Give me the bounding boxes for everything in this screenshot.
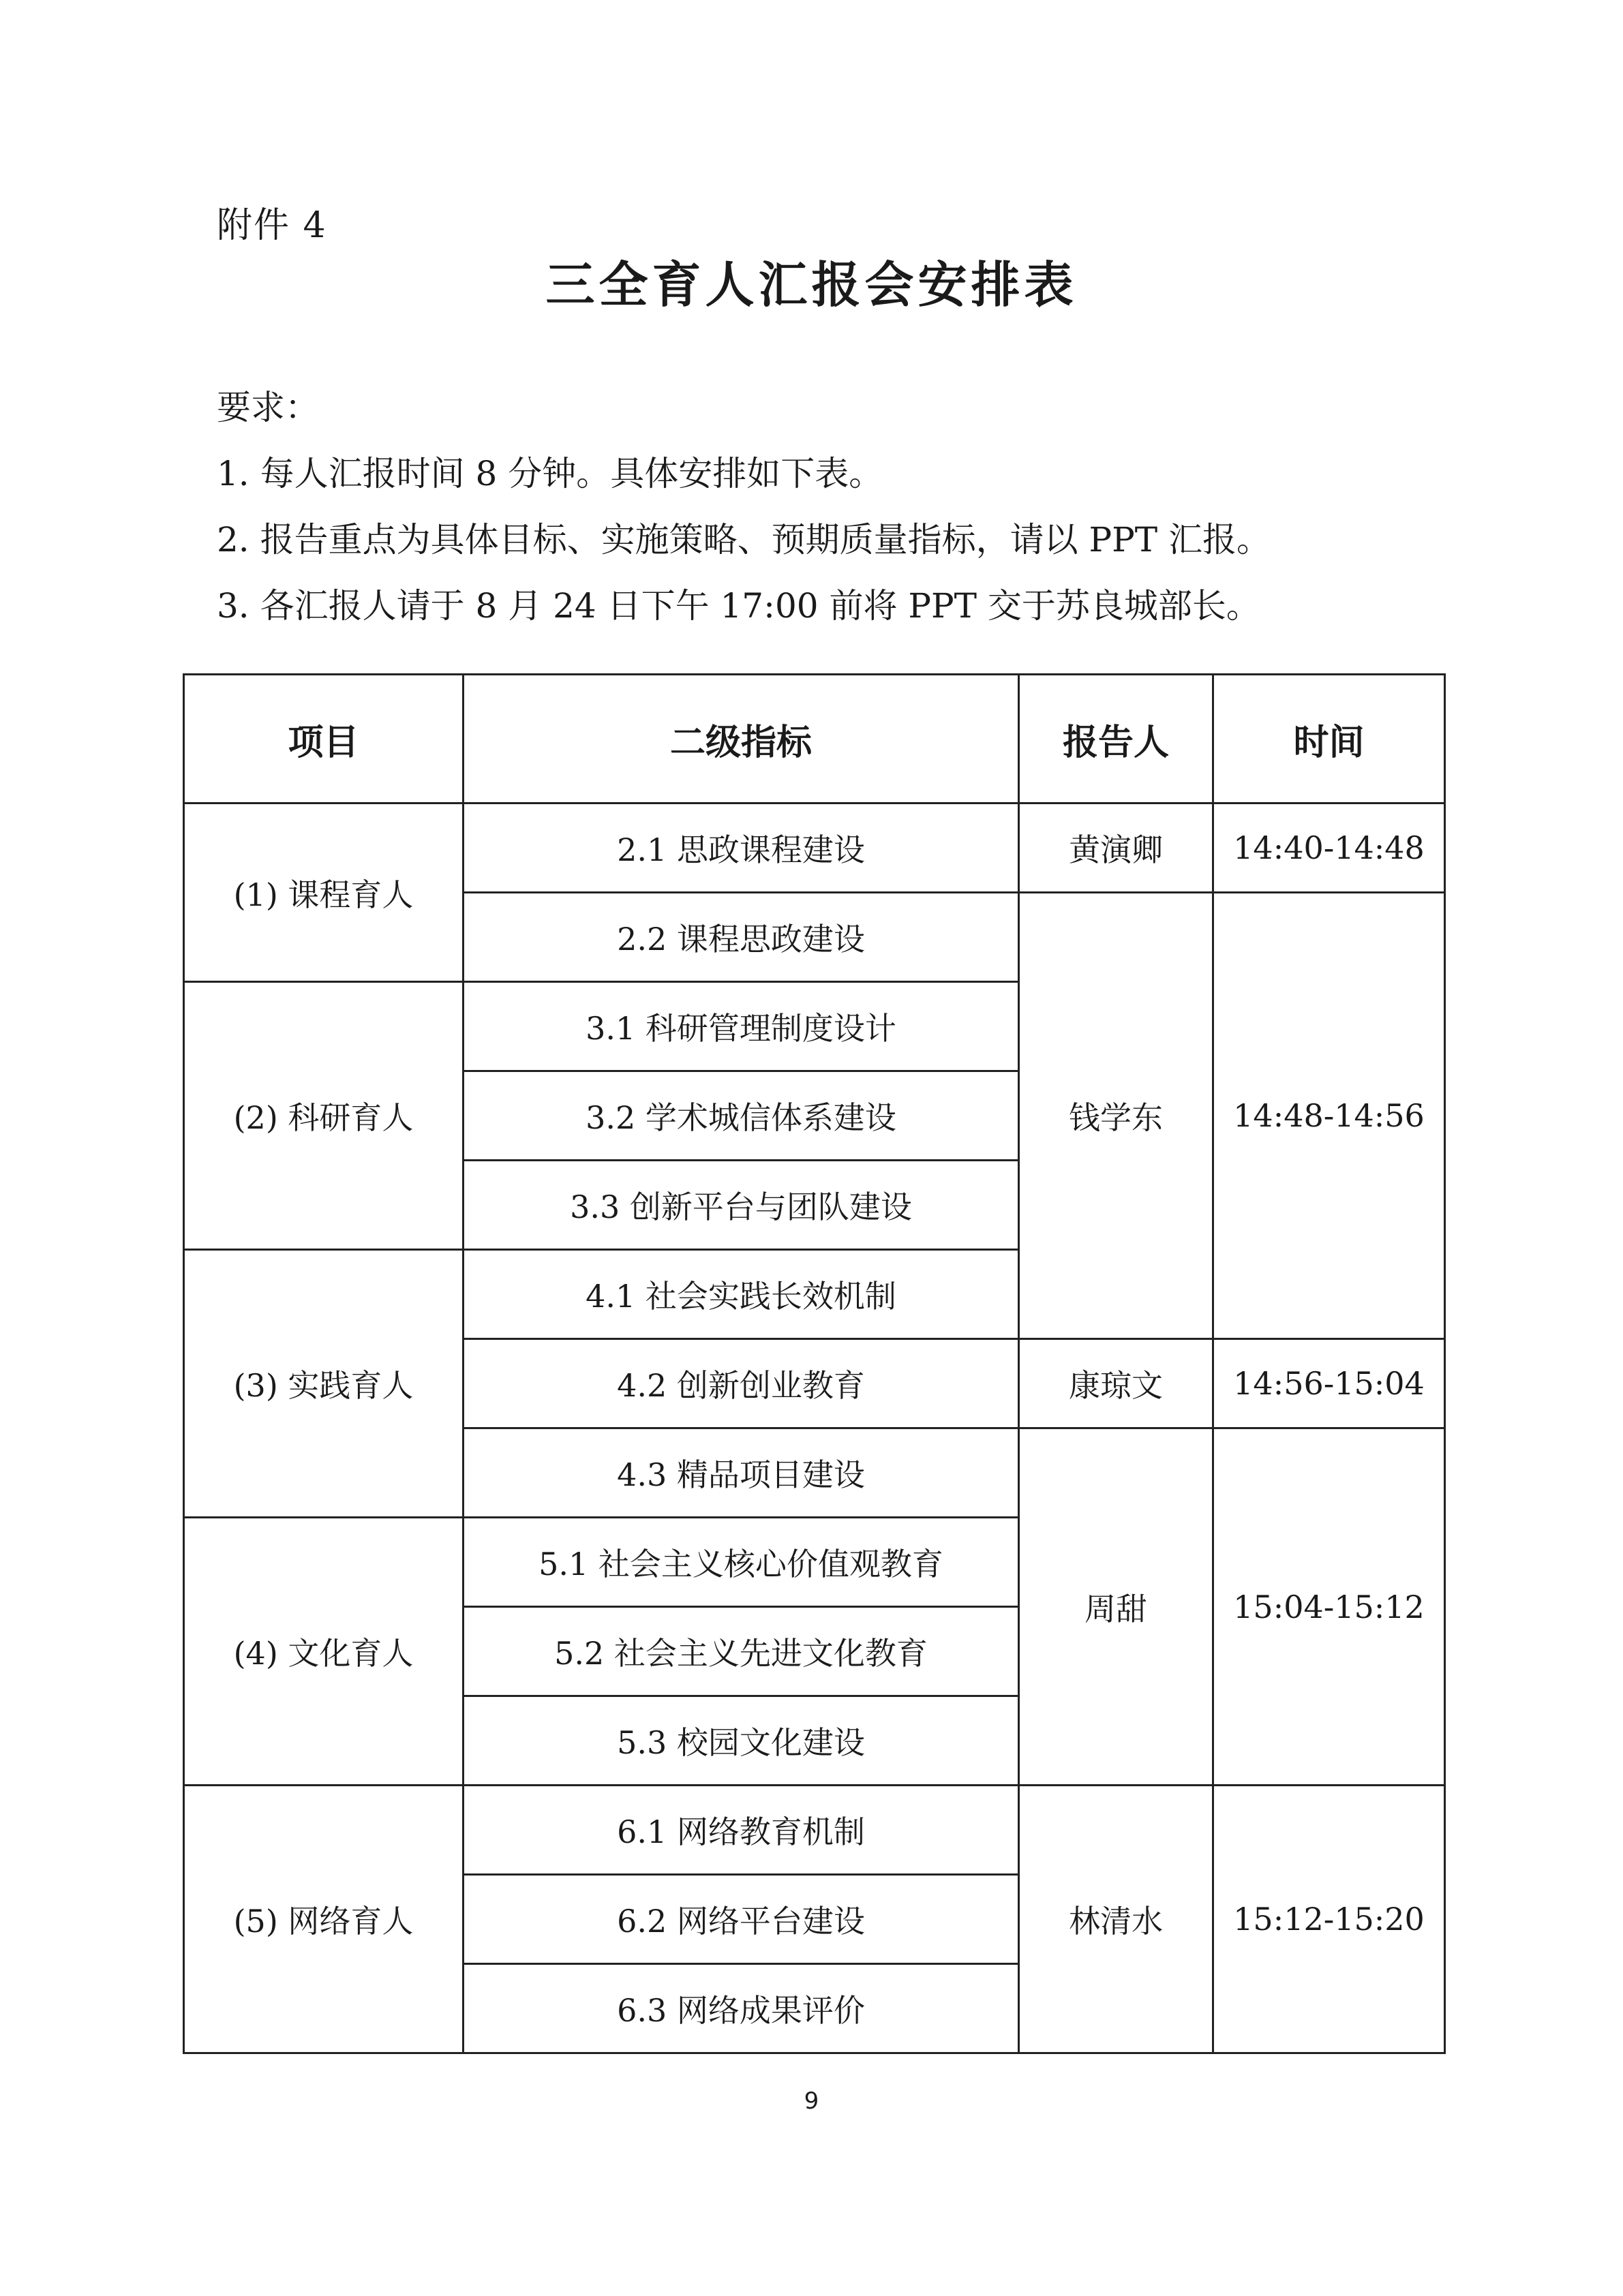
project-cell: (4) 文化育人 [184, 1518, 464, 1786]
indicator-cell: 4.1 社会实践长效机制 [464, 1250, 1019, 1339]
page-number: 9 [804, 2087, 819, 2115]
document-title: 三全育人汇报会安排表 [545, 256, 1078, 313]
time-cell: 14:56-15:04 [1213, 1339, 1445, 1428]
requirement-item: 3. 各汇报人请于 8 月 24 日下午 17:00 前将 PPT 交于苏良城部长。 [217, 586, 1260, 626]
requirement-item: 1. 每人汇报时间 8 分钟。具体安排如下表。 [217, 454, 883, 493]
reporter-cell: 钱学东 [1019, 893, 1213, 1339]
indicator-cell: 3.3 创新平台与团队建设 [464, 1161, 1019, 1250]
table-header-row [184, 675, 1445, 803]
header-time: 时间 [1213, 675, 1445, 803]
indicator-cell: 5.2 社会主义先进文化教育 [464, 1607, 1019, 1696]
table-row [184, 1786, 1445, 1875]
indicator-cell: 3.2 学术城信体系建设 [464, 1071, 1019, 1161]
time-cell: 15:12-15:20 [1213, 1786, 1445, 2053]
indicator-cell: 5.1 社会主义核心价值观教育 [464, 1518, 1019, 1607]
indicator-cell: 4.2 创新创业教育 [464, 1339, 1019, 1428]
indicator-cell: 5.3 校园文化建设 [464, 1696, 1019, 1786]
indicator-cell: 4.3 精品项目建设 [464, 1428, 1019, 1518]
time-cell: 15:04-15:12 [1213, 1428, 1445, 1786]
reporter-cell: 康琼文 [1019, 1339, 1213, 1428]
indicator-cell: 2.1 思政课程建设 [464, 803, 1019, 893]
project-cell: (3) 实践育人 [184, 1250, 464, 1518]
attachment-label: 附件 4 [217, 205, 327, 246]
indicator-cell: 3.1 科研管理制度设计 [464, 982, 1019, 1071]
header-project: 项目 [184, 675, 464, 803]
indicator-cell: 6.2 网络平台建设 [464, 1875, 1019, 1964]
reporter-cell: 周甜 [1019, 1428, 1213, 1786]
project-cell: (1) 课程育人 [184, 803, 464, 982]
time-cell: 14:48-14:56 [1213, 893, 1445, 1339]
reporter-cell: 林清水 [1019, 1786, 1213, 2053]
project-cell: (5) 网络育人 [184, 1786, 464, 2053]
indicator-cell: 6.1 网络教育机制 [464, 1786, 1019, 1875]
requirement-item: 2. 报告重点为具体目标、实施策略、预期质量指标，请以 PPT 汇报。 [217, 520, 1271, 560]
requirements-heading: 要求： [217, 388, 319, 427]
table-row [184, 803, 1445, 893]
requirements-section [217, 375, 1271, 639]
project-cell: (2) 科研育人 [184, 982, 464, 1250]
time-cell: 14:40-14:48 [1213, 803, 1445, 893]
header-reporter: 报告人 [1019, 675, 1213, 803]
schedule-table [183, 673, 1446, 2054]
indicator-cell: 6.3 网络成果评价 [464, 1964, 1019, 2053]
header-indicator: 二级指标 [464, 675, 1019, 803]
indicator-cell: 2.2 课程思政建设 [464, 893, 1019, 982]
reporter-cell: 黄演卿 [1019, 803, 1213, 893]
